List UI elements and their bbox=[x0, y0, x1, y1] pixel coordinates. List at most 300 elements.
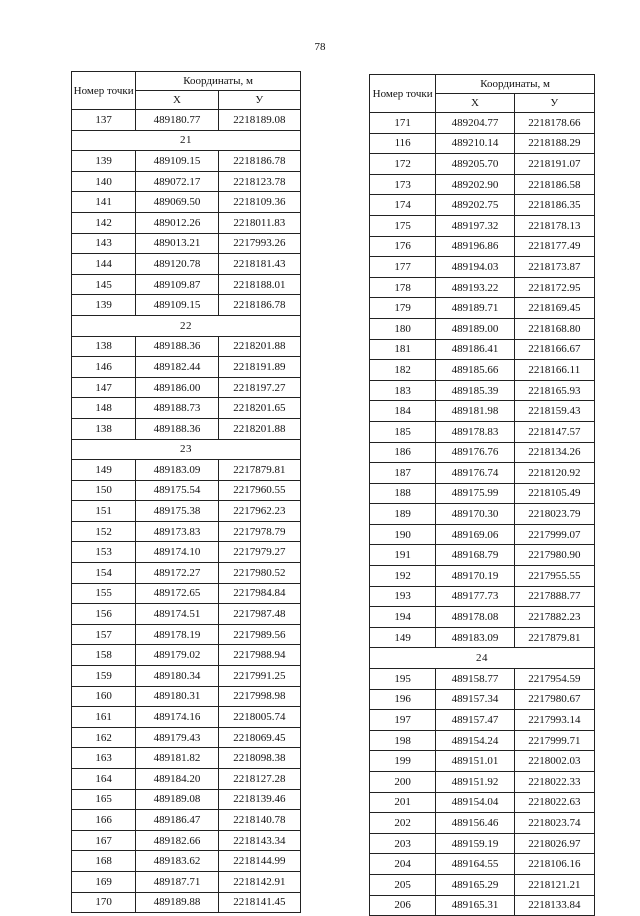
point-number: 155 bbox=[72, 583, 136, 604]
point-number: 145 bbox=[72, 274, 136, 295]
y-coordinate: 2217980.52 bbox=[218, 563, 300, 584]
point-number: 203 bbox=[370, 833, 436, 854]
y-coordinate: 2218002.03 bbox=[514, 751, 594, 772]
point-number: 141 bbox=[72, 192, 136, 213]
point-number: 139 bbox=[72, 295, 136, 316]
x-coordinate: 489170.19 bbox=[436, 566, 514, 587]
y-coordinate: 2218147.57 bbox=[514, 421, 594, 442]
y-coordinate: 2218159.43 bbox=[514, 401, 594, 422]
point-number: 163 bbox=[72, 748, 136, 769]
point-number: 159 bbox=[72, 666, 136, 687]
point-number: 178 bbox=[370, 277, 436, 298]
table-row bbox=[370, 895, 595, 916]
point-number: 204 bbox=[370, 854, 436, 875]
x-coordinate: 489194.03 bbox=[436, 257, 514, 278]
y-coordinate: 2217991.25 bbox=[218, 666, 300, 687]
y-coordinate: 2218120.92 bbox=[514, 463, 594, 484]
point-number: 193 bbox=[370, 586, 436, 607]
point-number: 138 bbox=[72, 336, 136, 357]
point-number: 166 bbox=[72, 810, 136, 831]
point-number: 156 bbox=[72, 604, 136, 625]
table-row bbox=[72, 892, 301, 913]
table-row bbox=[370, 215, 595, 236]
x-coordinate: 489180.31 bbox=[136, 686, 218, 707]
y-coordinate: 2218201.88 bbox=[218, 336, 300, 357]
table-row bbox=[370, 483, 595, 504]
table-row bbox=[370, 195, 595, 216]
x-coordinate: 489202.75 bbox=[436, 195, 514, 216]
table-row bbox=[370, 463, 595, 484]
table-row bbox=[72, 830, 301, 851]
table-row bbox=[370, 236, 595, 257]
point-number: 184 bbox=[370, 401, 436, 422]
y-coordinate: 2217999.07 bbox=[514, 524, 594, 545]
point-number: 175 bbox=[370, 215, 436, 236]
point-number: 195 bbox=[370, 669, 436, 690]
x-coordinate: 489151.01 bbox=[436, 751, 514, 772]
table-row bbox=[72, 171, 301, 192]
x-coordinate: 489189.71 bbox=[436, 298, 514, 319]
point-number: 170 bbox=[72, 892, 136, 913]
table-row bbox=[370, 154, 595, 175]
y-coordinate: 2218168.80 bbox=[514, 318, 594, 339]
point-number: 146 bbox=[72, 357, 136, 378]
table-row bbox=[370, 339, 595, 360]
x-coordinate: 489183.09 bbox=[136, 460, 218, 481]
table-row bbox=[72, 501, 301, 522]
y-coordinate: 2217980.90 bbox=[514, 545, 594, 566]
point-number-header: Номер точки bbox=[72, 72, 136, 110]
x-coordinate: 489188.73 bbox=[136, 398, 218, 419]
table-row bbox=[370, 689, 595, 710]
point-number: 189 bbox=[370, 504, 436, 525]
page-number: 78 bbox=[314, 41, 326, 53]
table-row bbox=[72, 666, 301, 687]
table-row bbox=[370, 607, 595, 628]
table-row bbox=[370, 380, 595, 401]
y-coordinate: 2218191.89 bbox=[218, 357, 300, 378]
y-coordinate: 2218144.99 bbox=[218, 851, 300, 872]
x-coordinate: 489154.04 bbox=[436, 792, 514, 813]
y-coordinate: 2217999.71 bbox=[514, 730, 594, 751]
table-row bbox=[72, 645, 301, 666]
y-coordinate: 2218143.34 bbox=[218, 830, 300, 851]
y-coordinate: 2217998.98 bbox=[218, 686, 300, 707]
x-coordinate: 489188.36 bbox=[136, 418, 218, 439]
y-coordinate: 2218140.78 bbox=[218, 810, 300, 831]
x-coordinate: 489109.87 bbox=[136, 274, 218, 295]
coordinates-header: Координаты, м bbox=[436, 75, 595, 94]
y-coordinate: 2218022.33 bbox=[514, 772, 594, 793]
table-row bbox=[72, 851, 301, 872]
x-coordinate: 489154.24 bbox=[436, 730, 514, 751]
y-coordinate: 2218023.79 bbox=[514, 504, 594, 525]
table-row bbox=[370, 813, 595, 834]
y-coordinate: 2218109.36 bbox=[218, 192, 300, 213]
table-row bbox=[370, 133, 595, 154]
y-coordinate: 2218098.38 bbox=[218, 748, 300, 769]
table-row bbox=[72, 357, 301, 378]
y-coordinate: 2218169.45 bbox=[514, 298, 594, 319]
x-coordinate: 489204.77 bbox=[436, 113, 514, 134]
y-coordinate: 2218005.74 bbox=[218, 707, 300, 728]
y-coordinate: 2218139.46 bbox=[218, 789, 300, 810]
point-number: 191 bbox=[370, 545, 436, 566]
table-row bbox=[370, 710, 595, 731]
table-row bbox=[370, 545, 595, 566]
point-number: 149 bbox=[72, 460, 136, 481]
table-row bbox=[72, 274, 301, 295]
x-coordinate: 489196.86 bbox=[436, 236, 514, 257]
point-number: 172 bbox=[370, 154, 436, 175]
x-coordinate: 489012.26 bbox=[136, 212, 218, 233]
table-row bbox=[72, 295, 301, 316]
point-number: 176 bbox=[370, 236, 436, 257]
y-coordinate: 2218178.13 bbox=[514, 215, 594, 236]
point-number: 150 bbox=[72, 480, 136, 501]
table-row bbox=[72, 418, 301, 439]
x-coordinate: 489185.66 bbox=[436, 360, 514, 381]
table-row bbox=[72, 336, 301, 357]
point-number: 137 bbox=[72, 110, 136, 131]
x-coordinate: 489156.46 bbox=[436, 813, 514, 834]
y-coordinate: 2217955.55 bbox=[514, 566, 594, 587]
x-coordinate: 489174.16 bbox=[136, 707, 218, 728]
x-coordinate: 489072.17 bbox=[136, 171, 218, 192]
x-coordinate: 489109.15 bbox=[136, 295, 218, 316]
y-coordinate: 2218134.26 bbox=[514, 442, 594, 463]
point-number: 169 bbox=[72, 871, 136, 892]
x-coordinate: 489180.34 bbox=[136, 666, 218, 687]
x-coordinate: 489165.31 bbox=[436, 895, 514, 916]
point-number: 158 bbox=[72, 645, 136, 666]
x-coordinate: 489164.55 bbox=[436, 854, 514, 875]
x-coordinate: 489189.08 bbox=[136, 789, 218, 810]
y-coordinate: 2218172.95 bbox=[514, 277, 594, 298]
point-number: 198 bbox=[370, 730, 436, 751]
x-coordinate: 489183.62 bbox=[136, 851, 218, 872]
x-coordinate: 489168.79 bbox=[436, 545, 514, 566]
point-number: 183 bbox=[370, 380, 436, 401]
y-coordinate: 2218023.74 bbox=[514, 813, 594, 834]
point-number: 164 bbox=[72, 769, 136, 790]
y-coordinate: 2218166.11 bbox=[514, 360, 594, 381]
point-number: 162 bbox=[72, 727, 136, 748]
y-coordinate: 2218133.84 bbox=[514, 895, 594, 916]
x-coordinate: 489174.10 bbox=[136, 542, 218, 563]
y-coordinate: 2217879.81 bbox=[218, 460, 300, 481]
x-coordinate: 489165.29 bbox=[436, 874, 514, 895]
x-coordinate: 489179.43 bbox=[136, 727, 218, 748]
x-coordinate: 489202.90 bbox=[436, 174, 514, 195]
x-coordinate: 489186.41 bbox=[436, 339, 514, 360]
table-row bbox=[72, 686, 301, 707]
point-number: 192 bbox=[370, 566, 436, 587]
y-coordinate: 2217979.27 bbox=[218, 542, 300, 563]
point-number: 149 bbox=[370, 627, 436, 648]
x-coordinate: 489013.21 bbox=[136, 233, 218, 254]
point-number-header: Номер точки bbox=[370, 75, 436, 113]
x-coordinate: 489170.30 bbox=[436, 504, 514, 525]
x-coordinate: 489172.65 bbox=[136, 583, 218, 604]
table-row bbox=[72, 480, 301, 501]
table-body-right bbox=[370, 113, 595, 916]
y-coordinate: 2218186.78 bbox=[218, 295, 300, 316]
table-row bbox=[370, 669, 595, 690]
y-coordinate: 2217984.84 bbox=[218, 583, 300, 604]
section-number: 24 bbox=[370, 648, 595, 669]
y-coordinate: 2218166.67 bbox=[514, 339, 594, 360]
y-coordinate: 2218188.01 bbox=[218, 274, 300, 295]
table-row bbox=[370, 833, 595, 854]
point-number: 160 bbox=[72, 686, 136, 707]
x-coordinate: 489210.14 bbox=[436, 133, 514, 154]
x-coordinate: 489157.34 bbox=[436, 689, 514, 710]
table-row bbox=[370, 174, 595, 195]
table-row bbox=[370, 401, 595, 422]
x-coordinate: 489188.36 bbox=[136, 336, 218, 357]
x-coordinate: 489182.44 bbox=[136, 357, 218, 378]
point-number: 186 bbox=[370, 442, 436, 463]
x-coordinate: 489172.27 bbox=[136, 563, 218, 584]
table-row bbox=[72, 604, 301, 625]
point-number: 174 bbox=[370, 195, 436, 216]
point-number: 188 bbox=[370, 483, 436, 504]
y-coordinate: 2217962.23 bbox=[218, 501, 300, 522]
x-coordinate: 489174.51 bbox=[136, 604, 218, 625]
x-coordinate: 489193.22 bbox=[436, 277, 514, 298]
x-coordinate: 489184.20 bbox=[136, 769, 218, 790]
y-coordinate: 2218181.43 bbox=[218, 254, 300, 275]
y-coordinate: 2218173.87 bbox=[514, 257, 594, 278]
point-number: 206 bbox=[370, 895, 436, 916]
y-coordinate: 2217954.59 bbox=[514, 669, 594, 690]
table-row bbox=[370, 854, 595, 875]
table-row bbox=[370, 772, 595, 793]
x-coordinate: 489189.88 bbox=[136, 892, 218, 913]
table-row bbox=[72, 871, 301, 892]
table-row bbox=[72, 521, 301, 542]
x-coordinate: 489187.71 bbox=[136, 871, 218, 892]
point-number: 116 bbox=[370, 133, 436, 154]
x-coordinate: 489179.02 bbox=[136, 645, 218, 666]
point-number: 147 bbox=[72, 377, 136, 398]
point-number: 185 bbox=[370, 421, 436, 442]
y-header: У bbox=[218, 91, 300, 110]
point-number: 177 bbox=[370, 257, 436, 278]
point-number: 171 bbox=[370, 113, 436, 134]
table-row bbox=[370, 874, 595, 895]
y-coordinate: 2217987.48 bbox=[218, 604, 300, 625]
section-number: 21 bbox=[72, 130, 301, 151]
table-row bbox=[72, 377, 301, 398]
x-coordinate: 489181.82 bbox=[136, 748, 218, 769]
table-row bbox=[370, 442, 595, 463]
table-row bbox=[370, 298, 595, 319]
x-coordinate: 489185.39 bbox=[436, 380, 514, 401]
point-number: 200 bbox=[370, 772, 436, 793]
y-coordinate: 2218069.45 bbox=[218, 727, 300, 748]
table-row bbox=[72, 110, 301, 131]
table-row bbox=[72, 727, 301, 748]
x-coordinate: 489183.09 bbox=[436, 627, 514, 648]
point-number: 168 bbox=[72, 851, 136, 872]
point-number: 151 bbox=[72, 501, 136, 522]
x-coordinate: 489182.66 bbox=[136, 830, 218, 851]
y-coordinate: 2218188.29 bbox=[514, 133, 594, 154]
x-coordinate: 489109.15 bbox=[136, 151, 218, 172]
table-row bbox=[370, 751, 595, 772]
table-row bbox=[72, 233, 301, 254]
table-row bbox=[370, 277, 595, 298]
table-row bbox=[72, 748, 301, 769]
x-coordinate: 489181.98 bbox=[436, 401, 514, 422]
y-coordinate: 2218011.83 bbox=[218, 212, 300, 233]
x-coordinate: 489178.83 bbox=[436, 421, 514, 442]
y-coordinate: 2218026.97 bbox=[514, 833, 594, 854]
x-coordinate: 489175.54 bbox=[136, 480, 218, 501]
point-number: 181 bbox=[370, 339, 436, 360]
point-number: 148 bbox=[72, 398, 136, 419]
y-coordinate: 2218105.49 bbox=[514, 483, 594, 504]
point-number: 187 bbox=[370, 463, 436, 484]
point-number: 152 bbox=[72, 521, 136, 542]
table-row bbox=[370, 566, 595, 587]
x-coordinate: 489205.70 bbox=[436, 154, 514, 175]
x-coordinate: 489169.06 bbox=[436, 524, 514, 545]
section-number: 22 bbox=[72, 315, 301, 336]
x-header: Х bbox=[136, 91, 218, 110]
y-coordinate: 2218191.07 bbox=[514, 154, 594, 175]
point-number: 157 bbox=[72, 624, 136, 645]
y-coordinate: 2218142.91 bbox=[218, 871, 300, 892]
point-number: 138 bbox=[72, 418, 136, 439]
section-row bbox=[72, 315, 301, 336]
table-row bbox=[72, 460, 301, 481]
table-row bbox=[370, 318, 595, 339]
x-coordinate: 489157.47 bbox=[436, 710, 514, 731]
section-row bbox=[370, 648, 595, 669]
point-number: 173 bbox=[370, 174, 436, 195]
point-number: 179 bbox=[370, 298, 436, 319]
y-coordinate: 2218189.08 bbox=[218, 110, 300, 131]
coordinates-header: Координаты, м bbox=[136, 72, 301, 91]
x-coordinate: 489175.99 bbox=[436, 483, 514, 504]
table-row bbox=[72, 769, 301, 790]
point-number: 199 bbox=[370, 751, 436, 772]
y-coordinate: 2217882.23 bbox=[514, 607, 594, 628]
x-coordinate: 489120.78 bbox=[136, 254, 218, 275]
table-row bbox=[370, 113, 595, 134]
table-row bbox=[370, 504, 595, 525]
y-coordinate: 2217980.67 bbox=[514, 689, 594, 710]
point-number: 153 bbox=[72, 542, 136, 563]
x-header: Х bbox=[436, 94, 514, 113]
x-coordinate: 489177.73 bbox=[436, 586, 514, 607]
x-coordinate: 489151.92 bbox=[436, 772, 514, 793]
point-number: 143 bbox=[72, 233, 136, 254]
point-number: 202 bbox=[370, 813, 436, 834]
table-row bbox=[72, 254, 301, 275]
table-row bbox=[370, 730, 595, 751]
table-row bbox=[72, 563, 301, 584]
x-coordinate: 489178.08 bbox=[436, 607, 514, 628]
y-coordinate: 2218127.28 bbox=[218, 769, 300, 790]
y-coordinate: 2217978.79 bbox=[218, 521, 300, 542]
y-coordinate: 2217879.81 bbox=[514, 627, 594, 648]
point-number: 182 bbox=[370, 360, 436, 381]
y-coordinate: 2218178.66 bbox=[514, 113, 594, 134]
x-coordinate: 489189.00 bbox=[436, 318, 514, 339]
table-row bbox=[370, 421, 595, 442]
table-row bbox=[72, 707, 301, 728]
table-row bbox=[370, 627, 595, 648]
point-number: 144 bbox=[72, 254, 136, 275]
x-coordinate: 489069.50 bbox=[136, 192, 218, 213]
y-coordinate: 2218141.45 bbox=[218, 892, 300, 913]
y-coordinate: 2218106.16 bbox=[514, 854, 594, 875]
y-coordinate: 2217960.55 bbox=[218, 480, 300, 501]
y-coordinate: 2217988.94 bbox=[218, 645, 300, 666]
point-number: 154 bbox=[72, 563, 136, 584]
x-coordinate: 489176.74 bbox=[436, 463, 514, 484]
point-number: 196 bbox=[370, 689, 436, 710]
y-coordinate: 2218022.63 bbox=[514, 792, 594, 813]
x-coordinate: 489175.38 bbox=[136, 501, 218, 522]
y-coordinate: 2217993.26 bbox=[218, 233, 300, 254]
x-coordinate: 489158.77 bbox=[436, 669, 514, 690]
y-coordinate: 2217888.77 bbox=[514, 586, 594, 607]
y-coordinate: 2218177.49 bbox=[514, 236, 594, 257]
table-row bbox=[370, 586, 595, 607]
table-row bbox=[72, 212, 301, 233]
coordinates-table-right bbox=[369, 74, 595, 916]
coordinates-table-left bbox=[71, 71, 301, 913]
y-coordinate: 2218121.21 bbox=[514, 874, 594, 895]
point-number: 194 bbox=[370, 607, 436, 628]
table-row bbox=[370, 792, 595, 813]
y-coordinate: 2218201.88 bbox=[218, 418, 300, 439]
point-number: 201 bbox=[370, 792, 436, 813]
x-coordinate: 489186.00 bbox=[136, 377, 218, 398]
x-coordinate: 489159.19 bbox=[436, 833, 514, 854]
table-body-left bbox=[72, 110, 301, 913]
y-coordinate: 2217993.14 bbox=[514, 710, 594, 731]
point-number: 161 bbox=[72, 707, 136, 728]
x-coordinate: 489186.47 bbox=[136, 810, 218, 831]
y-coordinate: 2218165.93 bbox=[514, 380, 594, 401]
x-coordinate: 489176.76 bbox=[436, 442, 514, 463]
y-coordinate: 2218186.78 bbox=[218, 151, 300, 172]
x-coordinate: 489180.77 bbox=[136, 110, 218, 131]
point-number: 180 bbox=[370, 318, 436, 339]
y-coordinate: 2218186.58 bbox=[514, 174, 594, 195]
table-row bbox=[72, 192, 301, 213]
table-row bbox=[370, 360, 595, 381]
table-row bbox=[72, 151, 301, 172]
y-coordinate: 2218123.78 bbox=[218, 171, 300, 192]
table-row bbox=[370, 524, 595, 545]
y-header: У bbox=[514, 94, 594, 113]
point-number: 190 bbox=[370, 524, 436, 545]
point-number: 140 bbox=[72, 171, 136, 192]
point-number: 142 bbox=[72, 212, 136, 233]
table-row bbox=[72, 542, 301, 563]
x-coordinate: 489173.83 bbox=[136, 521, 218, 542]
y-coordinate: 2218197.27 bbox=[218, 377, 300, 398]
x-coordinate: 489178.19 bbox=[136, 624, 218, 645]
point-number: 167 bbox=[72, 830, 136, 851]
